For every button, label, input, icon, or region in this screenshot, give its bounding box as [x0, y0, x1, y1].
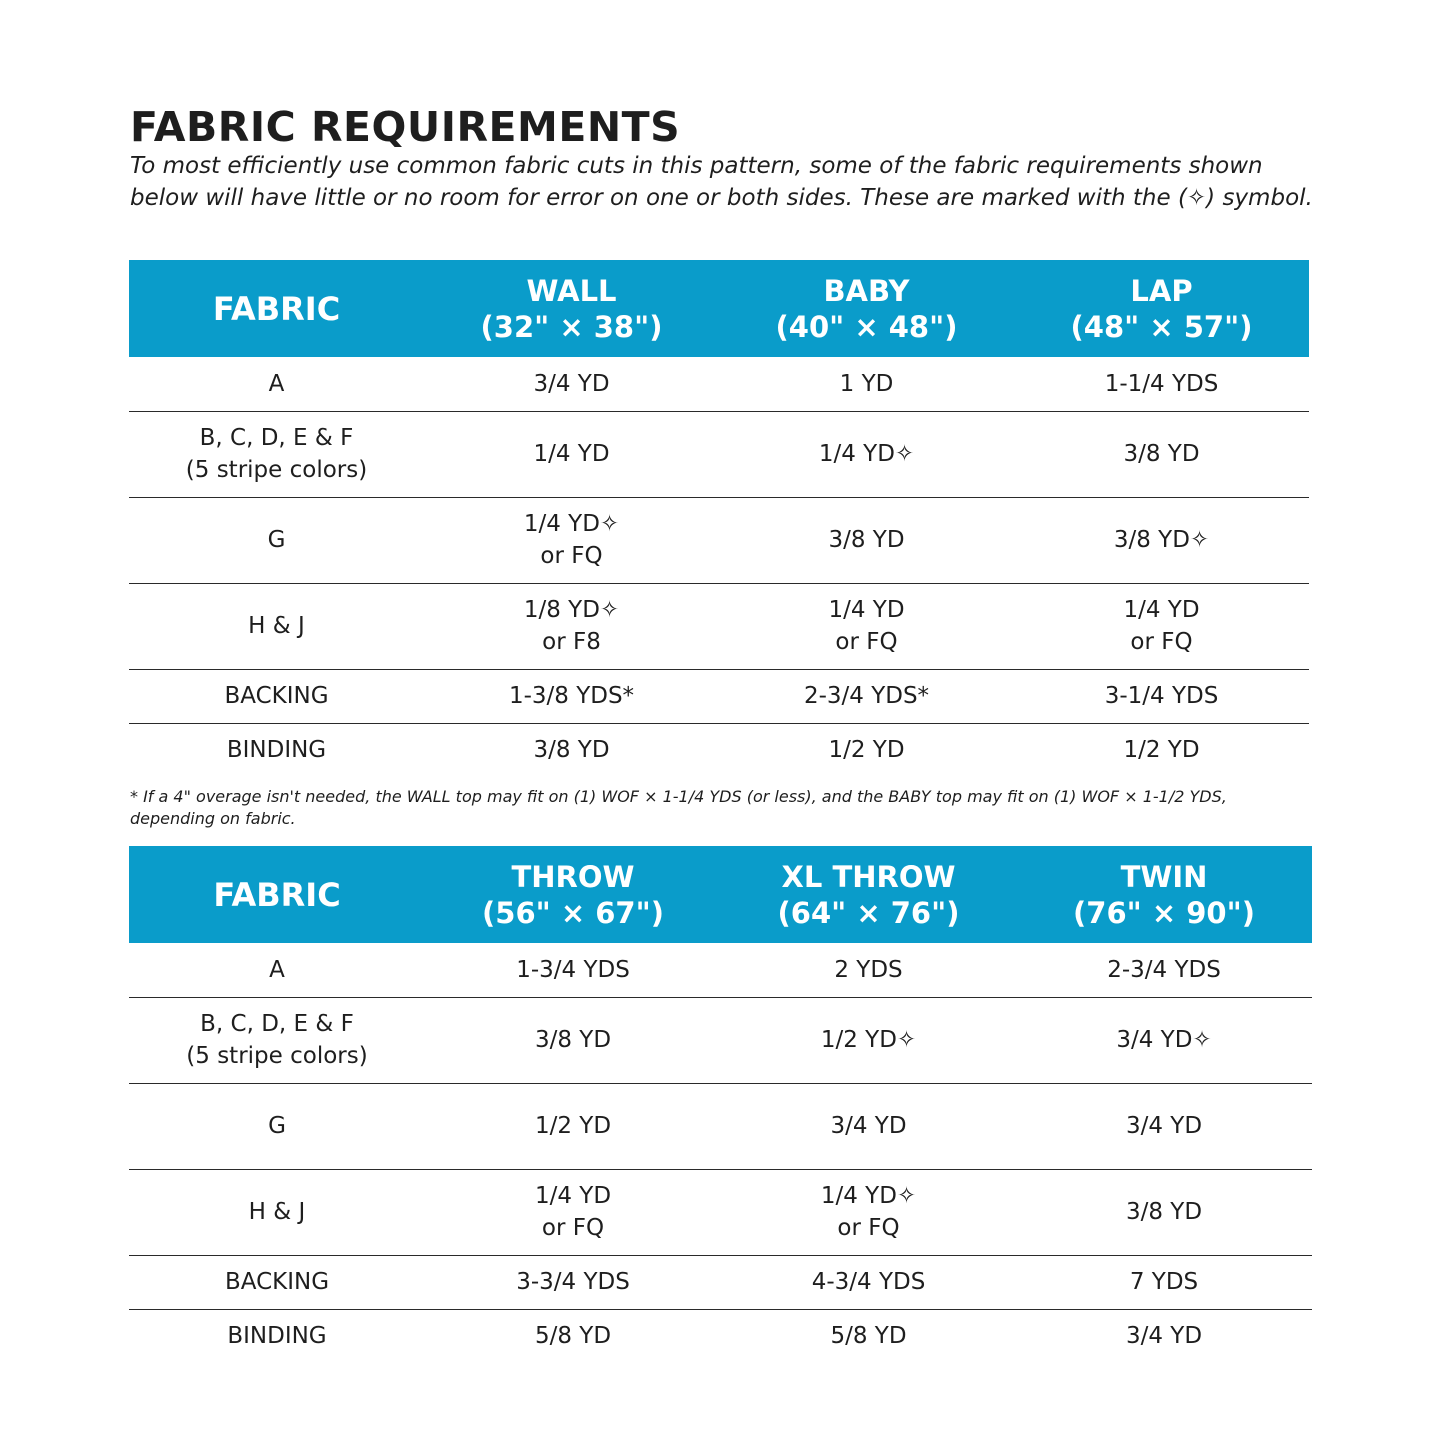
- table-row: [129, 669, 1309, 723]
- table-row: [129, 1169, 1312, 1255]
- fabric-cell: G: [267, 527, 286, 553]
- footnote: * If a 4" overage isn't needed, the WALL top may fit on (1) WOF × 1-1/4 YDS (or less), and the BABY top may fit on (1) WOF × 1-1/2 YDS, depending on fabric.: [130, 787, 1227, 828]
- table-header-row: [129, 260, 1309, 357]
- header-fabric: FABRIC: [129, 260, 424, 357]
- value-cell: 5/8 YD: [534, 1323, 612, 1350]
- table-row: [129, 997, 1312, 1083]
- table-row: [129, 1255, 1312, 1309]
- header-throw: THROW (56" × 67"): [425, 846, 721, 943]
- value-cell: 1-1/4 YDS: [1104, 370, 1219, 397]
- fabric-cell: A: [269, 956, 285, 983]
- value-cell: 1/8 YD✧ or F8: [523, 597, 620, 655]
- header-twin: TWIN (76" × 90"): [1016, 846, 1312, 943]
- value-cell: 3/8 YD: [828, 527, 905, 553]
- fabric-cell: H & J: [248, 613, 305, 639]
- fabric-cell: BACKING: [224, 1269, 330, 1295]
- intro-text: To most efficiently use common fabric cuts in this pattern, some of the fabric requirements shown below will have little or no room for error on one or both sides. These are marked with the (✧) symbol.: [130, 153, 1313, 211]
- table-row: [129, 357, 1309, 411]
- value-cell: 3/8 YD: [1125, 1199, 1203, 1225]
- fabric-cell: B, C, D, E & F (5 stripe colors): [185, 425, 368, 483]
- value-cell: 7 YDS: [1129, 1269, 1199, 1295]
- value-cell: 2 YDS: [834, 956, 903, 983]
- fabric-cell: A: [268, 370, 285, 397]
- table-row: [129, 497, 1309, 583]
- value-cell: 1/4 YD or FQ: [534, 1183, 612, 1241]
- value-cell: 3/8 YD: [533, 737, 610, 764]
- value-cell: 5/8 YD: [830, 1323, 907, 1350]
- value-cell: 1/2 YD: [534, 1113, 612, 1139]
- fabric-cell: H & J: [248, 1199, 306, 1225]
- header-lap: LAP (48" × 57"): [1014, 260, 1309, 357]
- value-cell: 1-3/8 YDS*: [508, 683, 635, 709]
- value-cell: 3/8 YD: [1123, 441, 1200, 467]
- value-cell: 1/4 YD✧: [818, 441, 915, 467]
- table-row: [129, 411, 1309, 497]
- value-cell: 1/2 YD✧: [820, 1027, 917, 1053]
- table-row: [129, 1083, 1312, 1169]
- page-title: FABRIC REQUIREMENTS: [130, 103, 681, 151]
- fabric-cell: BINDING: [227, 1323, 327, 1350]
- value-cell: 2-3/4 YDS: [1107, 956, 1221, 983]
- value-cell: 1/4 YD✧ or FQ: [820, 1183, 917, 1241]
- value-cell: 3/4 YD: [830, 1113, 907, 1139]
- fabric-cell: BACKING: [224, 683, 329, 709]
- table-row: [129, 723, 1309, 777]
- fabric-table-small-sizes: [129, 260, 1309, 777]
- value-cell: 1/4 YD or FQ: [828, 597, 905, 655]
- value-cell: 3/4 YD: [1125, 1323, 1203, 1350]
- value-cell: 3/4 YD: [1125, 1113, 1203, 1139]
- value-cell: 3/4 YD: [533, 370, 610, 397]
- table-row: [129, 583, 1309, 669]
- value-cell: 1/4 YD✧ or FQ: [523, 511, 620, 569]
- value-cell: 3/8 YD: [534, 1027, 612, 1053]
- header-xl-throw: XL THROW (64" × 76"): [721, 846, 1016, 943]
- value-cell: 3-3/4 YDS: [516, 1269, 630, 1295]
- value-cell: 3/4 YD✧: [1116, 1027, 1212, 1053]
- value-cell: 4-3/4 YDS: [811, 1269, 926, 1295]
- table-row: [129, 943, 1312, 997]
- table-row: [129, 1309, 1312, 1363]
- value-cell: 3/8 YD✧: [1113, 527, 1210, 553]
- fabric-cell: B, C, D, E & F (5 stripe colors): [186, 1011, 368, 1069]
- value-cell: 1/2 YD: [828, 737, 905, 764]
- value-cell: 1/2 YD: [1123, 737, 1200, 764]
- value-cell: 1-3/4 YDS: [516, 956, 630, 983]
- table-header-row: [129, 846, 1312, 943]
- value-cell: 1/4 YD or FQ: [1123, 597, 1200, 655]
- fabric-cell: G: [268, 1113, 286, 1139]
- value-cell: 3-1/4 YDS: [1104, 683, 1219, 709]
- value-cell: 1 YD: [839, 370, 894, 397]
- fabric-table-large-sizes: [129, 846, 1312, 1363]
- value-cell: 2-3/4 YDS*: [803, 683, 930, 709]
- header-fabric: FABRIC: [129, 846, 425, 943]
- value-cell: 1/4 YD: [533, 441, 610, 467]
- header-baby: BABY (40" × 48"): [719, 260, 1014, 357]
- header-wall: WALL (32" × 38"): [424, 260, 719, 357]
- fabric-cell: BINDING: [226, 737, 327, 764]
